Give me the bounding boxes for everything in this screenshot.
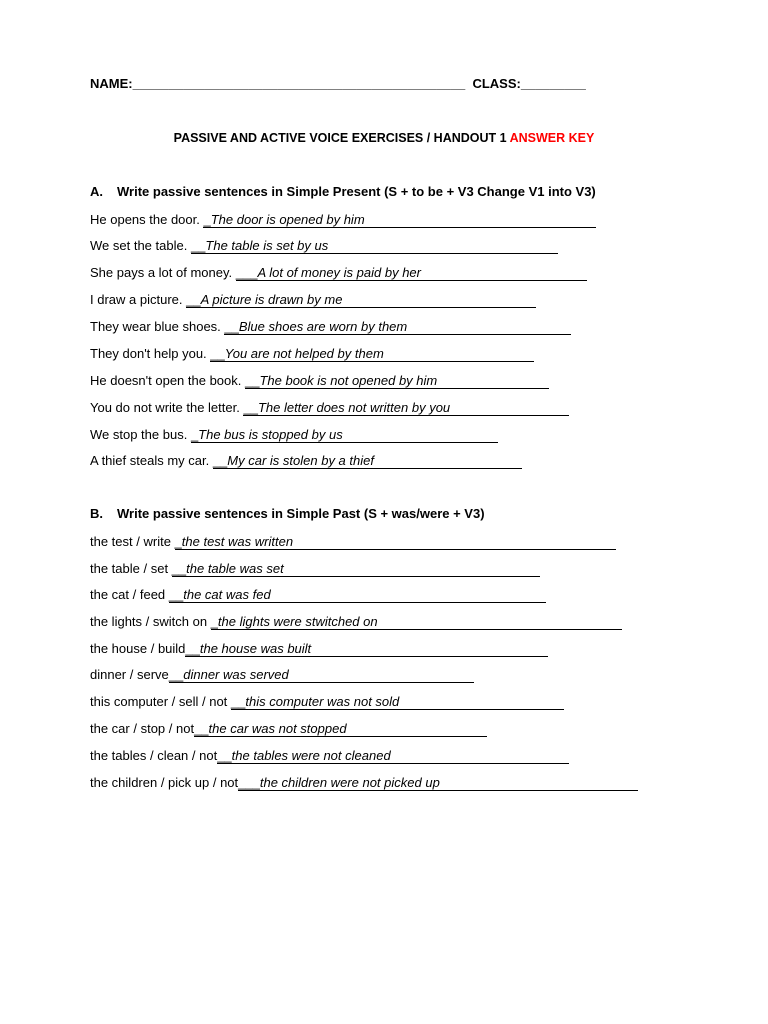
question-b8 <box>90 721 487 737</box>
class-label: CLASS: <box>472 76 521 91</box>
question-answer: The door is opened by him <box>210 212 365 227</box>
question-a9 <box>90 427 498 443</box>
question-b10 <box>90 775 638 791</box>
question-answer: the lights were stwitched on <box>217 614 378 629</box>
answer-blank: __the car was not stopped <box>194 722 487 737</box>
question-a2 <box>90 238 558 254</box>
question-a8 <box>90 400 569 416</box>
question-answer: the cat was fed <box>183 587 271 602</box>
question-answer: A picture is drawn by me <box>200 292 343 307</box>
answer-blank: __A picture is drawn by me <box>186 293 536 308</box>
answer-blank: __The table is set by us <box>191 239 558 254</box>
answer-blank: __the table was set <box>172 562 540 577</box>
question-answer: the test was written <box>181 534 294 549</box>
answer-blank: _The door is opened by him <box>203 213 596 228</box>
section-b-letter: B. <box>90 506 103 521</box>
question-a10 <box>90 453 522 469</box>
question-b2 <box>90 561 540 577</box>
question-b9 <box>90 748 569 764</box>
question-a6 <box>90 346 534 362</box>
question-answer: the car was not stopped <box>208 721 347 736</box>
question-answer: The book is not opened by him <box>259 373 438 388</box>
answer-blank: __My car is stolen by a thief <box>213 454 522 469</box>
question-prompt: A thief steals my car. <box>90 453 213 468</box>
question-b7 <box>90 694 564 710</box>
question-prompt: She pays a lot of money. <box>90 265 236 280</box>
question-a3 <box>90 265 587 281</box>
question-answer: this computer was not sold <box>245 694 400 709</box>
question-answer: The table is set by us <box>205 238 329 253</box>
section-a-heading-text: Write passive sentences in Simple Present (S + to be + V3 Change V1 into V3) <box>117 184 596 199</box>
question-prompt: They wear blue shoes. <box>90 319 225 334</box>
question-prompt: They don't help you. <box>90 346 211 361</box>
answer-blank: _the test was written <box>175 535 616 550</box>
question-a5 <box>90 319 571 335</box>
question-answer: dinner was served <box>183 667 289 682</box>
section-b-heading <box>90 506 485 521</box>
question-b3 <box>90 587 546 603</box>
answer-key-label: ANSWER KEY <box>509 131 595 145</box>
answer-blank: __the tables were not cleaned <box>217 749 569 764</box>
section-b-heading-text: Write passive sentences in Simple Past (S + was/were + V3) <box>117 506 485 521</box>
class-blank: _________ <box>520 76 586 91</box>
question-answer: The bus is stopped by us <box>198 427 343 442</box>
question-b1 <box>90 534 616 550</box>
name-label: NAME: <box>90 76 133 91</box>
question-answer: The letter does not written by you <box>257 400 451 415</box>
question-answer: A lot of money is paid by her <box>257 265 421 280</box>
question-prompt: the table / set <box>90 561 172 576</box>
question-answer: My car is stolen by a thief <box>227 453 374 468</box>
answer-blank: __Blue shoes are worn by them <box>224 320 571 335</box>
answer-blank: __You are not helped by them <box>210 347 534 362</box>
question-answer: the table was set <box>186 561 284 576</box>
question-prompt: We stop the bus. <box>90 427 191 442</box>
question-prompt: the cat / feed <box>90 587 169 602</box>
question-prompt: I draw a picture. <box>90 292 187 307</box>
answer-blank: _the lights were stwitched on <box>211 615 622 630</box>
answer-blank: __The book is not opened by him <box>245 374 549 389</box>
question-prompt: the children / pick up / not <box>90 775 239 790</box>
question-answer: You are not helped by them <box>224 346 384 361</box>
question-prompt: the test / write <box>90 534 175 549</box>
section-a-heading <box>90 184 596 199</box>
question-prompt: You do not write the letter. <box>90 400 244 415</box>
answer-blank: __the house was built <box>185 642 548 657</box>
answer-blank: __dinner was served <box>169 668 474 683</box>
answer-blank: __The letter does not written by you <box>243 401 569 416</box>
question-answer: the house was built <box>199 641 312 656</box>
answer-blank: ___the children were not picked up <box>238 776 638 791</box>
question-b4 <box>90 614 622 630</box>
question-prompt: the tables / clean / not <box>90 748 218 763</box>
question-prompt: dinner / serve <box>90 667 169 682</box>
section-a-letter: A. <box>90 184 103 199</box>
question-a7 <box>90 373 549 389</box>
question-prompt: the lights / switch on <box>90 614 211 629</box>
name-blank: ______________________________________________ <box>132 76 466 91</box>
title-main: PASSIVE AND ACTIVE VOICE EXERCISES / HANDOUT 1 <box>173 131 510 145</box>
question-a1 <box>90 212 596 228</box>
question-prompt: He opens the door. <box>90 212 204 227</box>
question-b5 <box>90 641 548 657</box>
question-prompt: this computer / sell / not <box>90 694 231 709</box>
name-class-line <box>90 76 586 91</box>
answer-blank: _The bus is stopped by us <box>191 428 498 443</box>
question-answer: the children were not picked up <box>259 775 440 790</box>
question-prompt: He doesn't open the book. <box>90 373 245 388</box>
question-answer: the tables were not cleaned <box>231 748 391 763</box>
answer-blank: ___A lot of money is paid by her <box>236 266 587 281</box>
question-a4 <box>90 292 536 308</box>
question-b6 <box>90 667 474 683</box>
question-prompt: We set the table. <box>90 238 191 253</box>
question-answer: Blue shoes are worn by them <box>238 319 408 334</box>
page-title <box>0 131 768 145</box>
answer-blank: __this computer was not sold <box>231 695 564 710</box>
answer-blank: __the cat was fed <box>169 588 546 603</box>
question-prompt: the house / build <box>90 641 186 656</box>
question-prompt: the car / stop / not <box>90 721 195 736</box>
